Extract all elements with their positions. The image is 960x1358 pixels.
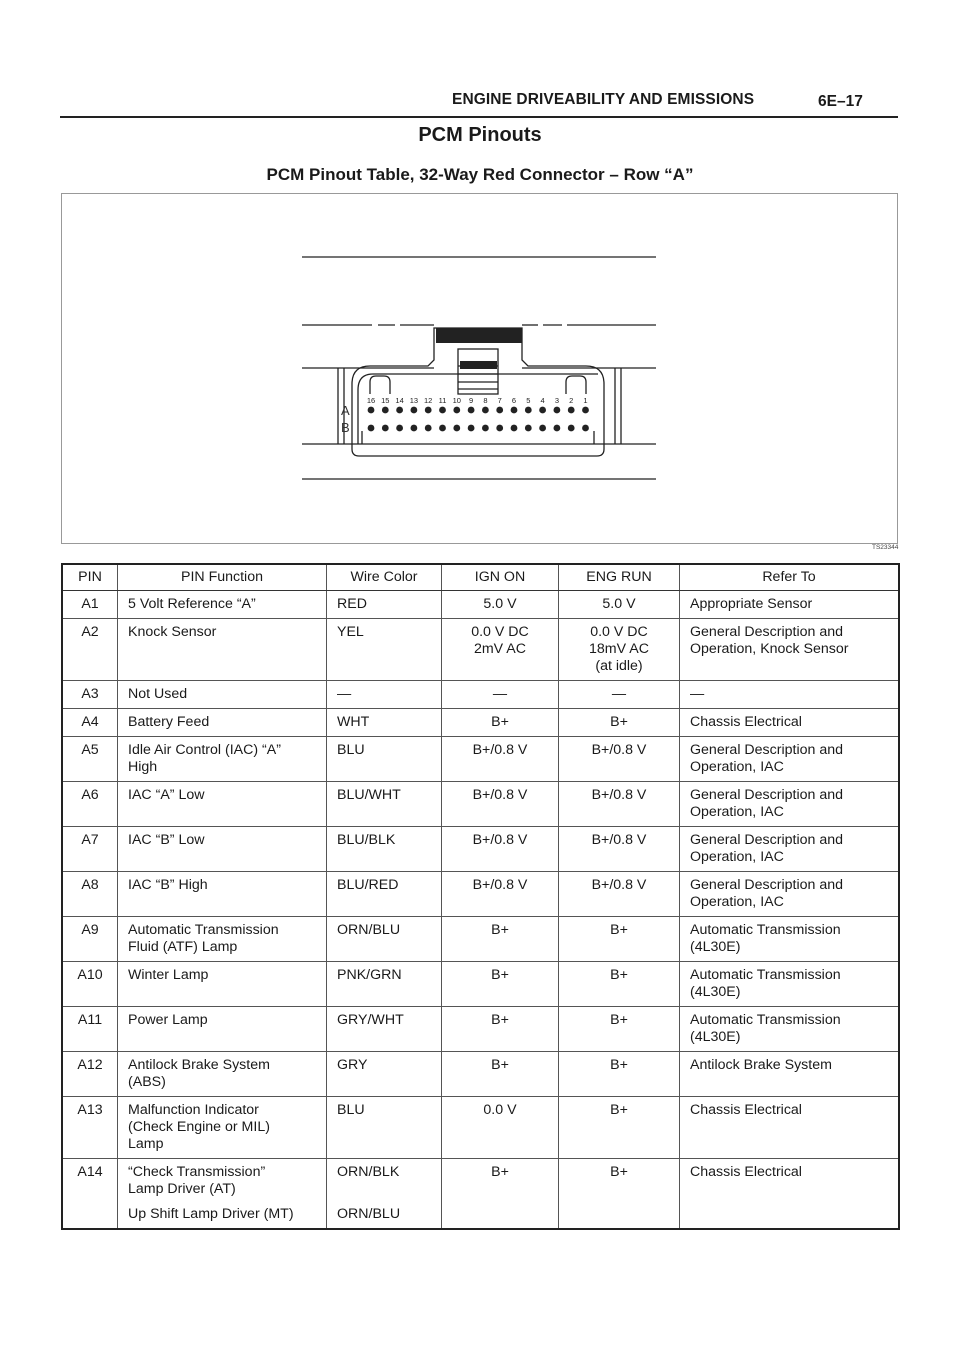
cell-ign-on	[442, 872, 559, 917]
pin-number-label: 10	[452, 396, 461, 405]
table-row	[62, 872, 899, 917]
cell-pin	[62, 917, 118, 962]
pin-contact	[396, 407, 403, 414]
pin-contact	[525, 425, 532, 432]
pin-contact	[468, 425, 475, 432]
cell-eng-run	[559, 1007, 680, 1052]
pin-contact	[382, 425, 389, 432]
cell-ign-on	[442, 681, 559, 709]
pin-contact	[568, 407, 575, 414]
cell-refer-to	[680, 827, 900, 872]
table-header-row	[62, 564, 899, 591]
cell-refer-to	[680, 962, 900, 1007]
cell-refer-to-text: Chassis Electrical	[690, 1102, 802, 1118]
cell-wire	[327, 782, 442, 827]
cell-eng-run-text: B+	[610, 1164, 628, 1180]
table-row	[62, 619, 899, 681]
cell-eng-run	[559, 917, 680, 962]
col-header-wire: Wire Color	[327, 564, 442, 591]
cell-wire	[327, 619, 442, 681]
cell-wire-text: ORN/BLK	[337, 1164, 400, 1180]
cell-pin	[62, 619, 118, 681]
cell-pin-text: A9	[81, 922, 99, 938]
cell-pin-text: A8	[81, 877, 99, 893]
cell-function-text-secondary: Up Shift Lamp Driver (MT)	[128, 1206, 294, 1222]
pin-contact	[368, 425, 375, 432]
cell-pin	[62, 782, 118, 827]
cell-wire-text: BLU/WHT	[337, 787, 401, 803]
pin-number-label: 11	[438, 396, 447, 405]
cell-pin	[62, 709, 118, 737]
cell-refer-to	[680, 1007, 900, 1052]
cell-pin-text: A10	[77, 967, 103, 983]
cell-ign-on-text: B+	[491, 1164, 509, 1180]
cell-function-text: Power Lamp	[128, 1012, 208, 1028]
cell-refer-to	[680, 1097, 900, 1159]
cell-eng-run	[559, 1097, 680, 1159]
connector-diagram	[62, 194, 897, 543]
cell-refer-to-text: General Description and Operation, IAC	[690, 742, 843, 775]
table-row	[62, 1007, 899, 1052]
pin-number-label: 16	[366, 396, 376, 405]
cell-eng-run-text: 5.0 V	[602, 596, 636, 612]
pin-contact	[425, 407, 432, 414]
cell-ign-on-text: B+	[491, 967, 509, 983]
cell-ign-on	[442, 1052, 559, 1097]
cell-refer-to-text: General Description and Operation, IAC	[690, 832, 843, 865]
pin-contact	[425, 425, 432, 432]
cell-wire	[327, 1159, 442, 1230]
table-row	[62, 1052, 899, 1097]
row-b-label: B	[341, 420, 350, 435]
pin-contact	[539, 407, 546, 414]
col-header-eng: ENG RUN	[559, 564, 680, 591]
cell-refer-to-text: Chassis Electrical	[690, 714, 802, 730]
cell-pin	[62, 1007, 118, 1052]
pin-contact	[396, 425, 403, 432]
cell-pin-text: A12	[77, 1057, 103, 1073]
cell-eng-run-text: B+	[610, 967, 628, 983]
cell-ign-on	[442, 827, 559, 872]
cell-wire	[327, 591, 442, 619]
cell-pin	[62, 591, 118, 619]
cell-ign-on	[442, 1007, 559, 1052]
cell-function-text: Battery Feed	[128, 714, 210, 730]
cell-pin	[62, 1052, 118, 1097]
cell-refer-to	[680, 681, 900, 709]
pin-contact	[453, 407, 460, 414]
cell-function-text: Antilock Brake System (ABS)	[128, 1057, 270, 1090]
cell-refer-to	[680, 1159, 900, 1230]
cell-refer-to	[680, 917, 900, 962]
cell-function-text: 5 Volt Reference “A”	[128, 596, 256, 612]
pin-number-label: 8	[483, 396, 488, 405]
cell-ign-on	[442, 591, 559, 619]
col-header-ign: IGN ON	[442, 564, 559, 591]
cell-pin-text: A11	[77, 1012, 103, 1028]
cell-function-text: Winter Lamp	[128, 967, 209, 983]
cell-function-text: Idle Air Control (IAC) “A” High	[128, 742, 281, 775]
cell-refer-to-text: Chassis Electrical	[690, 1164, 802, 1180]
col-header-pin: PIN	[62, 564, 118, 591]
cell-eng-run	[559, 1159, 680, 1230]
pin-contact	[554, 407, 561, 414]
cell-function-text: IAC “B” High	[128, 877, 208, 893]
cell-ign-on	[442, 619, 559, 681]
cell-eng-run-text: B+/0.8 V	[591, 832, 647, 848]
pin-number-label: 7	[497, 396, 502, 405]
cell-function	[118, 591, 327, 619]
cell-pin-text: A14	[77, 1164, 103, 1180]
page-number: 6E–17	[818, 93, 863, 110]
pin-contact	[496, 407, 503, 414]
cell-wire-text: BLU/BLK	[337, 832, 396, 848]
cell-ign-on-text: B+	[491, 1057, 509, 1073]
pin-number-label: 2	[569, 396, 574, 405]
cell-eng-run	[559, 591, 680, 619]
cell-ign-on	[442, 1159, 559, 1230]
cell-eng-run	[559, 962, 680, 1007]
pin-number-label: 6	[511, 396, 517, 405]
cell-ign-on-text: B+/0.8 V	[472, 832, 528, 848]
pin-contact	[411, 425, 418, 432]
cell-function-text: “Check Transmission” Lamp Driver (AT)	[128, 1164, 266, 1197]
cell-function-text: IAC “B” Low	[128, 832, 205, 848]
cell-function	[118, 709, 327, 737]
cell-eng-run-text: B+/0.8 V	[591, 742, 647, 758]
col-header-refer: Refer To	[680, 564, 900, 591]
cell-wire	[327, 827, 442, 872]
cell-eng-run-text: B+	[610, 1057, 628, 1073]
cell-eng-run	[559, 1052, 680, 1097]
pin-contact	[482, 407, 489, 414]
pin-contact	[368, 407, 375, 414]
pin-contact	[554, 425, 561, 432]
cell-function	[118, 1052, 327, 1097]
cell-function	[118, 917, 327, 962]
pin-number-label: 13	[409, 396, 419, 405]
header-rule	[60, 116, 898, 118]
cell-wire-text: BLU	[337, 1102, 365, 1118]
cell-eng-run	[559, 619, 680, 681]
cell-wire	[327, 1007, 442, 1052]
cell-wire	[327, 681, 442, 709]
pin-number-label: 3	[554, 396, 559, 405]
cell-eng-run-text: B+/0.8 V	[591, 787, 647, 803]
table-row	[62, 962, 899, 1007]
cell-function	[118, 1159, 327, 1230]
cell-wire-text-secondary: ORN/BLU	[337, 1206, 401, 1222]
cell-refer-to	[680, 619, 900, 681]
cell-pin	[62, 681, 118, 709]
cell-eng-run	[559, 782, 680, 827]
cell-wire	[327, 1097, 442, 1159]
page-title: PCM Pinouts	[418, 124, 542, 146]
cell-pin	[62, 1097, 118, 1159]
table-row	[62, 709, 899, 737]
cell-ign-on	[442, 962, 559, 1007]
pin-contact	[496, 425, 503, 432]
pin-contact	[382, 407, 389, 414]
cell-wire-text: GRY/WHT	[337, 1012, 404, 1028]
cell-wire-text: —	[337, 686, 352, 702]
pin-number-label: 4	[540, 396, 545, 405]
cell-refer-to-text: Automatic Transmission (4L30E)	[690, 1012, 841, 1045]
cell-refer-to-text: Automatic Transmission (4L30E)	[690, 967, 841, 1000]
cell-pin-text: A7	[81, 832, 99, 848]
cell-ign-on-text: 5.0 V	[483, 596, 517, 612]
pin-contact	[482, 425, 489, 432]
table-row	[62, 1159, 899, 1230]
pin-contact	[582, 407, 589, 414]
cell-wire-text: YEL	[337, 624, 364, 640]
pin-contact	[525, 407, 532, 414]
cell-ign-on-text: B+/0.8 V	[472, 742, 528, 758]
cell-eng-run-text: —	[611, 686, 627, 702]
cell-function-text: Not Used	[128, 686, 188, 702]
pin-number-label: 5	[526, 396, 531, 405]
cell-ign-on	[442, 917, 559, 962]
cell-function	[118, 1007, 327, 1052]
pin-number-label: 1	[583, 396, 588, 405]
connector-figure	[61, 193, 898, 544]
cell-wire-text: WHT	[337, 714, 370, 730]
cell-pin	[62, 1159, 118, 1230]
cell-wire-text: RED	[337, 596, 367, 612]
cell-refer-to-text: General Description and Operation, IAC	[690, 787, 843, 820]
cell-eng-run	[559, 681, 680, 709]
cell-function	[118, 681, 327, 709]
cell-eng-run	[559, 827, 680, 872]
cell-function-text: IAC “A” Low	[128, 787, 205, 803]
pin-contact	[582, 425, 589, 432]
cell-function-text: Knock Sensor	[128, 624, 217, 640]
cell-ign-on-text: 0.0 V DC 2mV AC	[471, 624, 529, 657]
pin-contact	[411, 407, 418, 414]
cell-refer-to-text: Antilock Brake System	[690, 1057, 832, 1073]
pin-contact	[439, 407, 446, 414]
cell-wire	[327, 1052, 442, 1097]
cell-refer-to-text: General Description and Operation, Knock Sensor	[690, 624, 849, 657]
table-row	[62, 737, 899, 782]
cell-ign-on-text: B+	[491, 714, 509, 730]
cell-pin-text: A5	[81, 742, 99, 758]
cell-function-text: Automatic Transmission Fluid (ATF) Lamp	[128, 922, 279, 955]
pin-contact	[568, 425, 575, 432]
cell-ign-on	[442, 1097, 559, 1159]
cell-refer-to	[680, 737, 900, 782]
cell-ign-on-text: B+/0.8 V	[472, 877, 528, 893]
cell-ign-on-text: —	[492, 686, 508, 702]
cell-refer-to	[680, 709, 900, 737]
cell-refer-to	[680, 782, 900, 827]
pin-number-label: 14	[395, 396, 404, 405]
cell-wire	[327, 709, 442, 737]
pin-number-label: 15	[381, 396, 390, 405]
pinout-table	[61, 563, 900, 1230]
section-header: ENGINE DRIVEABILITY AND EMISSIONS	[452, 91, 755, 108]
cell-pin-text: A1	[81, 596, 99, 612]
cell-refer-to-text: Appropriate Sensor	[690, 596, 813, 612]
cell-wire	[327, 737, 442, 782]
cell-wire-text: GRY	[337, 1057, 368, 1073]
table-row	[62, 1097, 899, 1159]
cell-pin	[62, 872, 118, 917]
cell-eng-run-text: B+	[610, 922, 628, 938]
cell-pin	[62, 827, 118, 872]
cell-pin-text: A3	[81, 686, 99, 702]
cell-ign-on-text: B+	[491, 1012, 509, 1028]
col-header-function: PIN Function	[118, 564, 327, 591]
cell-eng-run-text: B+	[610, 1012, 628, 1028]
table-row	[62, 782, 899, 827]
cell-wire-text: ORN/BLU	[337, 922, 401, 938]
cell-eng-run-text: B+	[610, 714, 628, 730]
cell-eng-run-text: 0.0 V DC 18mV AC (at idle)	[589, 624, 649, 674]
pin-number-label: 12	[424, 396, 433, 405]
pin-number-label: 9	[469, 396, 474, 405]
cell-refer-to	[680, 1052, 900, 1097]
cell-ign-on-text: B+	[491, 922, 509, 938]
cell-ign-on-text: 0.0 V	[483, 1102, 517, 1118]
cell-pin-text: A13	[77, 1102, 103, 1118]
table-row	[62, 681, 899, 709]
cell-pin-text: A4	[81, 714, 99, 730]
cell-eng-run-text: B+/0.8 V	[591, 877, 647, 893]
table-row	[62, 917, 899, 962]
cell-pin	[62, 737, 118, 782]
cell-eng-run	[559, 709, 680, 737]
pin-contact	[539, 425, 546, 432]
cell-wire-text: PNK/GRN	[337, 967, 402, 983]
cell-function-text: Malfunction Indicator (Check Engine or MIL) Lamp	[128, 1102, 270, 1152]
cell-eng-run	[559, 872, 680, 917]
cell-refer-to	[680, 872, 900, 917]
pin-contact	[511, 425, 518, 432]
cell-wire-text: BLU	[337, 742, 365, 758]
cell-function	[118, 782, 327, 827]
cell-refer-to-text: —	[690, 686, 705, 702]
cell-ign-on	[442, 737, 559, 782]
pin-contact	[439, 425, 446, 432]
cell-refer-to	[680, 591, 900, 619]
cell-function	[118, 737, 327, 782]
cell-ign-on	[442, 709, 559, 737]
cell-function	[118, 1097, 327, 1159]
pin-contact	[511, 407, 518, 414]
figure-code: TS23344	[872, 544, 899, 551]
pin-contact	[468, 407, 475, 414]
cell-ign-on-text: B+/0.8 V	[472, 787, 528, 803]
cell-pin	[62, 962, 118, 1007]
cell-refer-to-text: General Description and Operation, IAC	[690, 877, 843, 910]
cell-wire	[327, 962, 442, 1007]
cell-function	[118, 827, 327, 872]
pin-contact	[453, 425, 460, 432]
cell-pin-text: A2	[81, 624, 99, 640]
cell-eng-run-text: B+	[610, 1102, 628, 1118]
cell-wire	[327, 872, 442, 917]
cell-eng-run	[559, 737, 680, 782]
table-row	[62, 827, 899, 872]
row-a-label: A	[341, 403, 350, 418]
cell-function	[118, 872, 327, 917]
cell-wire-text: BLU/RED	[337, 877, 399, 893]
table-subtitle: PCM Pinout Table, 32-Way Red Connector – Row “A”	[266, 165, 694, 184]
cell-wire	[327, 917, 442, 962]
table-row	[62, 591, 899, 619]
cell-ign-on	[442, 782, 559, 827]
cell-refer-to-text: Automatic Transmission (4L30E)	[690, 922, 841, 955]
cell-pin-text: A6	[81, 787, 99, 803]
cell-function	[118, 962, 327, 1007]
cell-function	[118, 619, 327, 681]
